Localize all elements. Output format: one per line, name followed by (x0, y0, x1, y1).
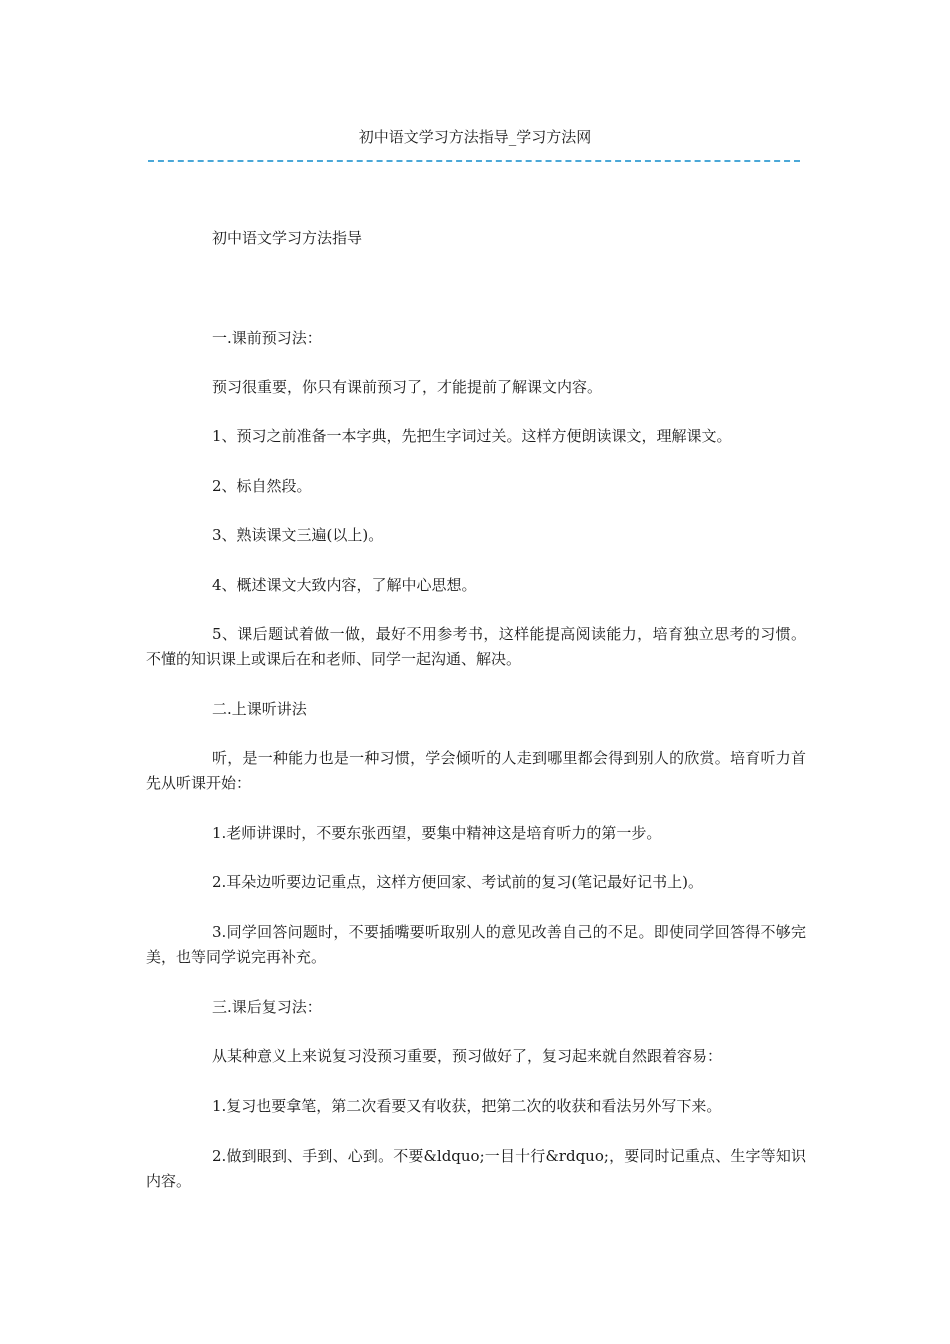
paragraph: 3.同学回答问题时，不要插嘴要听取别人的意见改善自己的不足。即使同学回答得不够完美，也等同学说完再补充。 (146, 923, 806, 966)
paragraph: 1、预习之前准备一本字典，先把生字词过关。这样方便朗读课文，理解课文。 (212, 427, 732, 445)
paragraph: 从某种意义上来说复习没预习重要，预习做好了，复习起来就自然跟着容易： (212, 1047, 723, 1065)
paragraph: 2.耳朵边听要边记重点，这样方便回家、考试前的复习(笔记最好记书上)。 (212, 873, 704, 891)
section-heading-listening: 二.上课听讲法 (212, 700, 307, 718)
paragraph: 预习很重要，你只有课前预习了，才能提前了解课文内容。 (212, 378, 603, 396)
paragraph: 4、概述课文大致内容，了解中心思想。 (212, 576, 477, 594)
paragraph: 2、标自然段。 (212, 477, 312, 495)
paragraph: 2.做到眼到、手到、心到。不要&ldquo;一目十行&rdquo;，要同时记重点、生字等知识内容。 (146, 1147, 806, 1190)
section-heading-review: 三.课后复习法： (212, 998, 322, 1016)
header-dashed-divider (148, 160, 800, 162)
article-title: 初中语文学习方法指导 (212, 229, 363, 247)
paragraph: 5、课后题试着做一做，最好不用参考书，这样能提高阅读能力，培育独立思考的习惯。不懂的知识课上或课后在和老师、同学一起沟通、解决。 (146, 625, 806, 668)
paragraph: 听，是一种能力也是一种习惯，学会倾听的人走到哪里都会得到别人的欣赏。培育听力首先从听课开始： (146, 749, 806, 792)
paragraph: 1.复习也要拿笔，第二次看要又有收获，把第二次的收获和看法另外写下来。 (212, 1097, 722, 1115)
paragraph: 1.老师讲课时，不要东张西望，要集中精神这是培育听力的第一步。 (212, 824, 662, 842)
section-heading-preview: 一.课前预习法： (212, 329, 322, 347)
paragraph: 3、熟读课文三遍(以上)。 (212, 526, 384, 544)
document-header-title: 初中语文学习方法指导_学习方法网 (358, 128, 592, 146)
